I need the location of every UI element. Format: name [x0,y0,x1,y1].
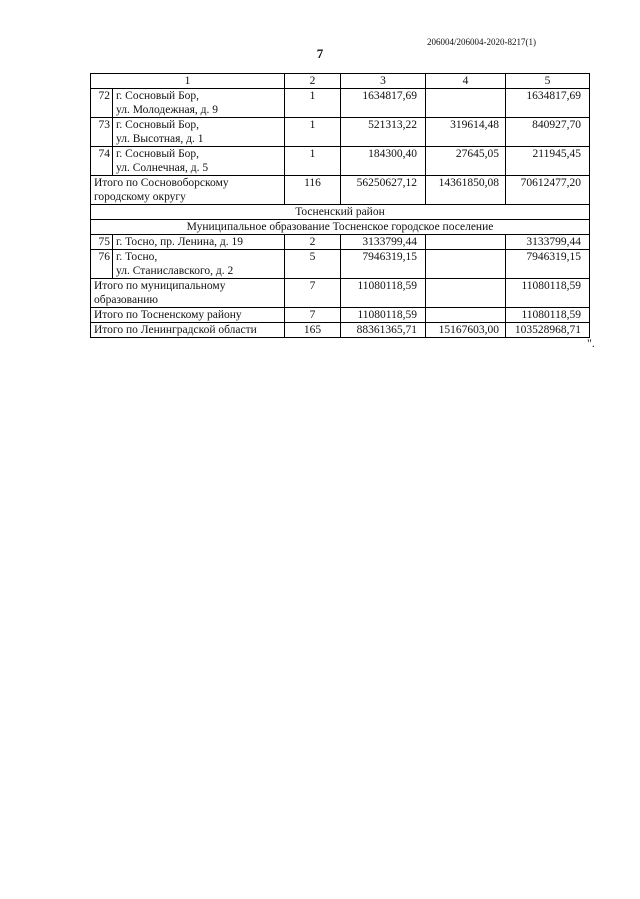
quantity-cell: 1 [285,118,341,147]
quantity-cell: 7 [285,279,341,308]
table-row [91,118,590,147]
value-cell-5: 103528968,71 [506,323,590,338]
value-cell-3: 184300,40 [341,147,426,176]
table-header-row [91,74,590,89]
quantity-cell: 5 [285,250,341,279]
address-line: г. Тосно, [116,251,158,263]
row-number: 75 [91,235,113,250]
value-cell-5: 11080118,59 [506,308,590,323]
value-cell-3: 11080118,59 [341,279,426,308]
label-line: городскому округу [94,191,186,203]
value-cell-3: 11080118,59 [341,308,426,323]
address-cell [113,235,285,250]
address-line: ул. Молодежная, д. 9 [116,104,218,116]
column-header: 4 [426,74,506,89]
address-line: г. Тосно, пр. Ленина, д. 19 [116,236,244,248]
address-cell [113,118,285,147]
column-header: 3 [341,74,426,89]
table-row [91,89,590,118]
label-line: Итого по Сосновоборскому [94,177,229,189]
value-cell-4 [426,235,506,250]
address-line: г. Сосновый Бор, [116,148,200,160]
value-cell-5: 3133799,44 [506,235,590,250]
address-cell [113,250,285,279]
value-cell-5: 840927,70 [506,118,590,147]
quantity-cell: 165 [285,323,341,338]
document-id: 206004/206004-2020-8217(1) [427,37,536,47]
value-cell-3: 1634817,69 [341,89,426,118]
value-cell-4 [426,89,506,118]
value-cell-5: 1634817,69 [506,89,590,118]
subtotal-row [91,176,590,205]
address-line: г. Сосновый Бор, [116,119,200,131]
value-cell-4: 15167603,00 [426,323,506,338]
address-line: ул. Солнечная, д. 5 [116,162,209,174]
subtotal-label [91,279,285,308]
district-heading-row [91,205,590,220]
value-cell-5: 70612477,20 [506,176,590,205]
grand-total-row [91,323,590,338]
page-number: 7 [316,46,324,61]
row-number: 72 [91,89,113,118]
value-cell-4 [426,250,506,279]
closing-quote-mark: ". [587,336,595,350]
municipality-heading: Муниципальное образование Тосненское городское поселение [91,220,590,235]
value-cell-4: 319614,48 [426,118,506,147]
value-cell-5: 7946319,15 [506,250,590,279]
value-cell-4: 14361850,08 [426,176,506,205]
grand-total-label: Итого по Ленинградской области [91,323,285,338]
value-cell-5: 11080118,59 [506,279,590,308]
label-line: образованию [94,294,158,306]
quantity-cell: 7 [285,308,341,323]
quantity-cell: 116 [285,176,341,205]
table-row [91,250,590,279]
value-cell-3: 88361365,71 [341,323,426,338]
address-line: ул. Высотная, д. 1 [116,133,204,145]
value-cell-4 [426,279,506,308]
row-number: 74 [91,147,113,176]
value-cell-5: 211945,45 [506,147,590,176]
address-line: г. Сосновый Бор, [116,90,200,102]
address-line: ул. Станиславского, д. 2 [116,265,234,277]
row-number: 76 [91,250,113,279]
table-row [91,147,590,176]
address-cell [113,147,285,176]
value-cell-3: 3133799,44 [341,235,426,250]
value-cell-3: 521313,22 [341,118,426,147]
address-cell [113,89,285,118]
subtotal-label [91,176,285,205]
district-heading: Тосненский район [91,205,590,220]
data-table [90,73,590,338]
label-line: Итого по муниципальному [94,280,226,292]
subtotal-row [91,279,590,308]
subtotal-label: Итого по Тосненскому району [91,308,285,323]
column-header: 5 [506,74,590,89]
value-cell-4: 27645,05 [426,147,506,176]
value-cell-3: 56250627,12 [341,176,426,205]
quantity-cell: 1 [285,89,341,118]
subtotal-row [91,308,590,323]
value-cell-3: 7946319,15 [341,250,426,279]
value-cell-4 [426,308,506,323]
quantity-cell: 1 [285,147,341,176]
quantity-cell: 2 [285,235,341,250]
municipality-heading-row [91,220,590,235]
table-row [91,235,590,250]
column-header: 2 [285,74,341,89]
column-header: 1 [91,74,285,89]
row-number: 73 [91,118,113,147]
